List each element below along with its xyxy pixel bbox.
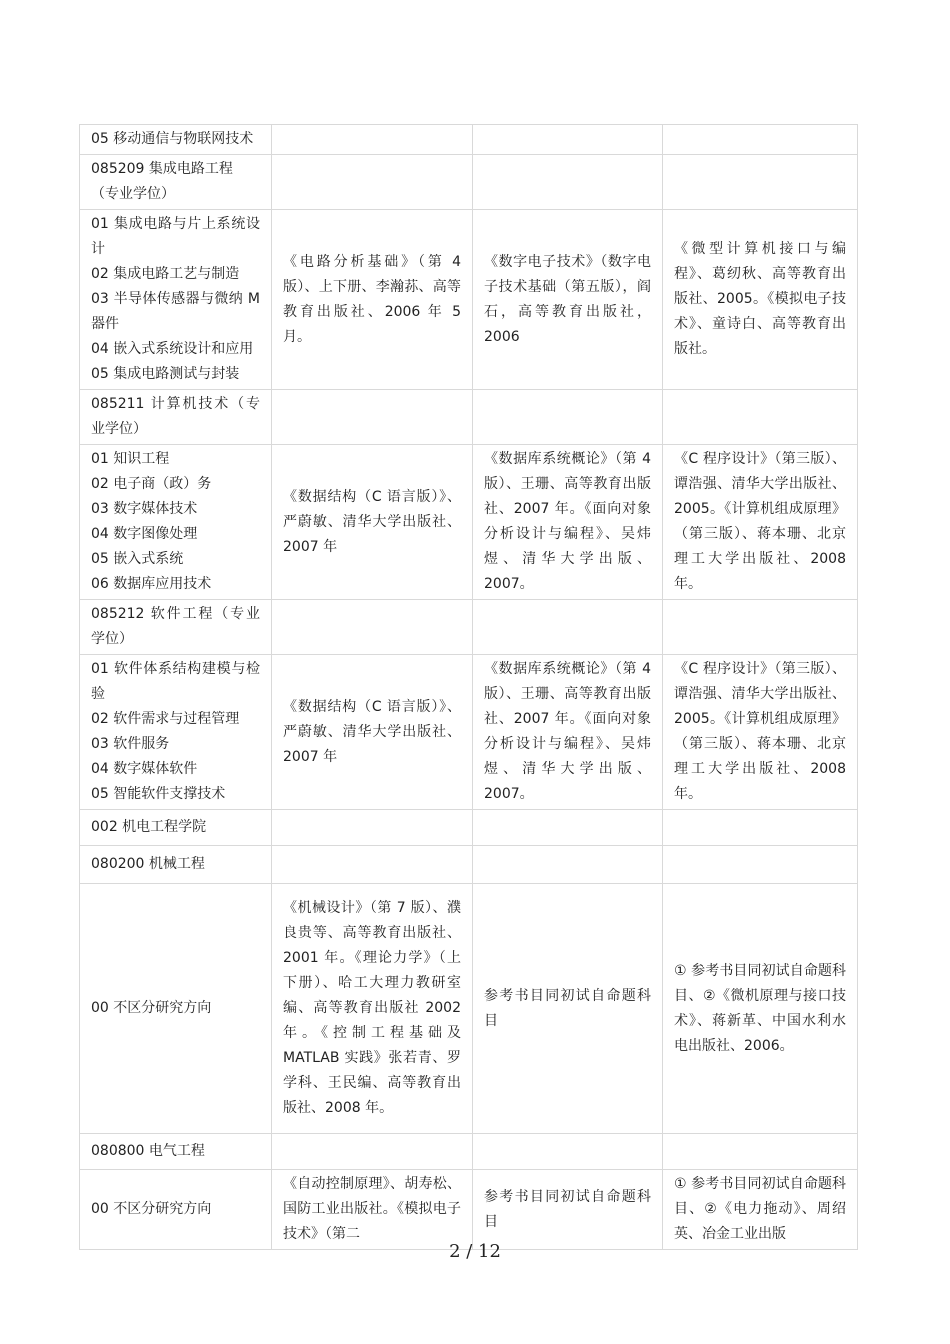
cell-text: 《机械设计》（第 7 版）、濮良贵等、高等教育出版社、2001 年。《理论力学》（上下册）、哈工大理力教研室编、高等教育出版社 2002 年。《控制工程基础及 MATLAB 实践》张若青、罗学科、王民编、高等教育出版社、2008 年。: [283, 900, 461, 1116]
third-book-cell: [663, 1134, 858, 1170]
cell-text: 01 软件体系结构建模与检验 02 软件需求与过程管理 03 软件服务 04 数字媒体软件 05 智能软件支撑技术: [91, 661, 260, 802]
third-book-cell: [663, 655, 858, 810]
third-book-cell: [663, 125, 858, 155]
second-book-cell: [473, 884, 663, 1134]
table-row: [80, 884, 858, 1134]
program-cell: [80, 810, 272, 846]
second-book-cell: [473, 155, 663, 210]
cell-text: 参考书目同初试自命题科目: [484, 987, 651, 1029]
second-book-cell: [473, 125, 663, 155]
cell-text: 《数字电子技术》（数字电子技术基础（第五版），阎石，高等教育出版社，2006: [484, 253, 651, 345]
table-row: [80, 125, 858, 155]
first-book-cell: [272, 155, 473, 210]
cell-text: 085211 计算机技术（专业学位）: [91, 396, 260, 437]
cell-text: 《微型计算机接口与编程》、葛纫秋、高等教育出版社、2005。《模拟电子技术》、童诗白、高等教育出版社。: [674, 241, 846, 357]
third-book-cell: [663, 600, 858, 655]
second-book-cell: [473, 655, 663, 810]
cell-text: 《C 程序设计》（第三版）、谭浩强、清华大学出版社、2005。《计算机组成原理》（第三版）、蒋本珊、北京理工大学出版社、2008 年。: [674, 451, 846, 592]
table-row: [80, 846, 858, 884]
cell-text: 05 移动通信与物联网技术: [91, 131, 254, 147]
program-cell: [80, 655, 272, 810]
third-book-cell: [663, 884, 858, 1134]
second-book-cell: [473, 600, 663, 655]
third-book-cell: [663, 210, 858, 390]
second-book-cell: [473, 445, 663, 600]
third-book-cell: [663, 810, 858, 846]
first-book-cell: [272, 600, 473, 655]
first-book-cell: [272, 655, 473, 810]
second-book-cell: [473, 390, 663, 445]
cell-text: 080800 电气工程: [91, 1143, 205, 1159]
first-book-cell: [272, 1134, 473, 1170]
program-cell: [80, 125, 272, 155]
cell-text: 00 不区分研究方向: [91, 1000, 212, 1016]
cell-text: 参考书目同初试自命题科目: [484, 1188, 651, 1230]
table-row: [80, 155, 858, 210]
table-row: [80, 1170, 858, 1250]
first-book-cell: [272, 125, 473, 155]
cell-text: 《数据库系统概论》（第 4 版）、王珊、高等教育出版社、2007 年。《面向对象分析设计与编程》、吴炜煜、清华大学出版、2007。: [484, 661, 651, 802]
table-row: [80, 445, 858, 600]
cell-text: 080200 机械工程: [91, 856, 205, 872]
cell-text: 《自动控制原理》、胡寿松、国防工业出版社。《模拟电子技术》（第二: [283, 1176, 461, 1242]
first-book-cell: [272, 445, 473, 600]
cell-text: 085209 集成电路工程 （专业学位）: [91, 161, 233, 202]
table-row: [80, 390, 858, 445]
program-cell: [80, 600, 272, 655]
first-book-cell: [272, 884, 473, 1134]
cell-text: 《C 程序设计》（第三版）、谭浩强、清华大学出版社、2005。《计算机组成原理》（第三版）、蒋本珊、北京理工大学出版社、2008 年。: [674, 661, 846, 802]
program-cell: [80, 846, 272, 884]
third-book-cell: [663, 846, 858, 884]
page-number: 2 / 12: [449, 1241, 501, 1262]
cell-text: 01 知识工程 02 电子商（政）务 03 数字媒体技术 04 数字图像处理 05 嵌入式系统 06 数据库应用技术: [91, 451, 212, 592]
second-book-cell: [473, 810, 663, 846]
table-row: [80, 810, 858, 846]
cell-text: 085212 软件工程（专业学位）: [91, 606, 260, 647]
cell-text: 《数据结构（C 语言版）》、严蔚敏、清华大学出版社、2007 年: [283, 488, 461, 555]
second-book-cell: [473, 1170, 663, 1250]
third-book-cell: [663, 445, 858, 600]
second-book-cell: [473, 1134, 663, 1170]
table-body: [80, 125, 858, 1250]
cell-text: ① 参考书目同初试自命题科目、②《微机原理与接口技术》、蒋新革、中国水利水电出版社、2006。: [674, 962, 846, 1054]
second-book-cell: [473, 210, 663, 390]
first-book-cell: [272, 846, 473, 884]
third-book-cell: [663, 155, 858, 210]
first-book-cell: [272, 1170, 473, 1250]
cell-text: 《电路分析基础》（第 4 版）、上下册、李瀚荪、高等教育出版社、2006 年 5 月。: [283, 253, 461, 345]
cell-text: 002 机电工程学院: [91, 819, 207, 835]
cell-text: ① 参考书目同初试自命题科目、②《电力拖动》、周绍英、冶金工业出版: [674, 1176, 846, 1242]
first-book-cell: [272, 810, 473, 846]
program-cell: [80, 155, 272, 210]
program-cell: [80, 210, 272, 390]
cell-text: 01 集成电路与片上系统设计 02 集成电路工艺与制造 03 半导体传感器与微纳 M 器件 04 嵌入式系统设计和应用 05 集成电路测试与封装: [91, 216, 260, 382]
table-row: [80, 1134, 858, 1170]
cell-text: 《数据结构（C 语言版）》、严蔚敏、清华大学出版社、2007 年: [283, 698, 461, 765]
program-cell: [80, 445, 272, 600]
cell-text: 00 不区分研究方向: [91, 1201, 212, 1217]
program-cell: [80, 1170, 272, 1250]
cell-text: 《数据库系统概论》（第 4 版）、王珊、高等教育出版社、2007 年。《面向对象分析设计与编程》、吴炜煜、清华大学出版、2007。: [484, 451, 651, 592]
table-row: [80, 210, 858, 390]
program-cell: [80, 884, 272, 1134]
table-row: [80, 655, 858, 810]
reference-books-table: [79, 124, 858, 1250]
table-row: [80, 600, 858, 655]
first-book-cell: [272, 390, 473, 445]
third-book-cell: [663, 390, 858, 445]
first-book-cell: [272, 210, 473, 390]
program-cell: [80, 1134, 272, 1170]
second-book-cell: [473, 846, 663, 884]
third-book-cell: [663, 1170, 858, 1250]
program-cell: [80, 390, 272, 445]
